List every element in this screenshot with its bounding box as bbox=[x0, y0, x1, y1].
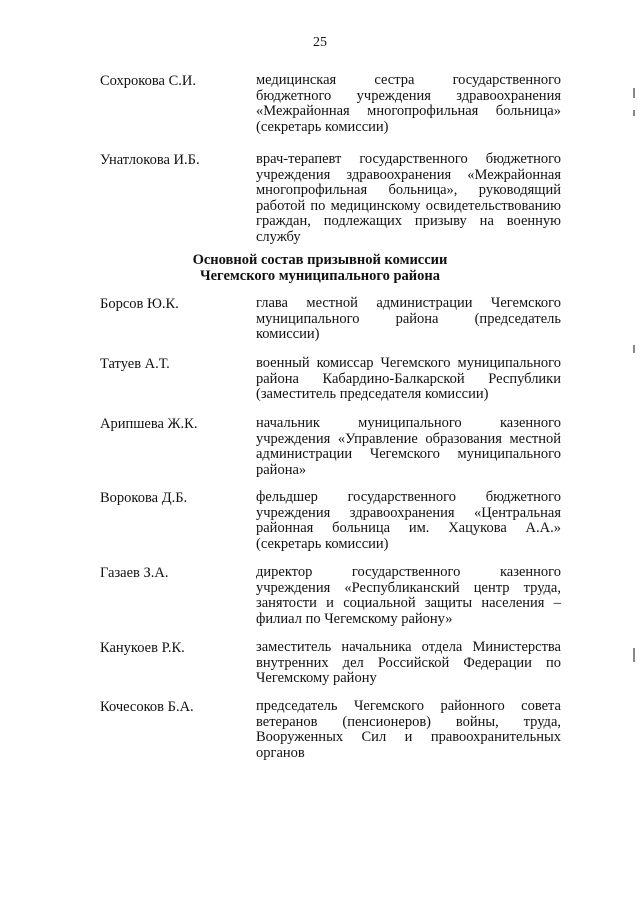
section-heading-line1: Основной состав призывной комиссии bbox=[192, 252, 448, 268]
scan-artifact bbox=[633, 648, 635, 662]
person-position: заместитель начальника отдела Министерства внутренних дел Российской Федерации по Чегемскому району bbox=[256, 639, 561, 687]
section-heading-line2: Чегемского муниципального района bbox=[199, 268, 441, 284]
person-position: глава местной администрации Чегемского муниципального района (председатель комиссии) bbox=[256, 295, 561, 343]
person-position: начальник муниципального казенного учреждения «Управление образования местной администрации Чегемского муниципального района» bbox=[256, 415, 561, 478]
scan-artifact bbox=[633, 345, 635, 353]
scan-artifact bbox=[633, 110, 635, 116]
person-position: фельдшер государственного бюджетного учреждения здравоохранения «Центральная районная больница им. Хацукова А.А.» (секретарь комиссии) bbox=[256, 489, 561, 552]
person-position: военный комиссар Чегемского муниципального района Кабардино-Балкарской Республики (заместитель председателя комиссии) bbox=[256, 355, 561, 403]
scan-artifact bbox=[633, 88, 635, 98]
person-position: врач-терапевт государственного бюджетного учреждения здравоохранения «Межрайонная многопрофильная больница», руководящий работой по медицинскому освидетельствованию граждан, подлежащих призыву на военную службу bbox=[256, 151, 561, 245]
person-position: медицинская сестра государственного бюджетного учреждения здравоохранения «Межрайонная многопрофильная больница» (секретарь комиссии) bbox=[256, 72, 561, 135]
person-name: Канукоев Р.К. bbox=[100, 640, 185, 656]
person-name: Унатлокова И.Б. bbox=[100, 152, 200, 168]
person-position: председатель Чегемского районного совета ветеранов (пенсионеров) войны, труда, Вооруженных Сил и правоохранительных органов bbox=[256, 698, 561, 761]
person-name: Кочесоков Б.А. bbox=[100, 699, 194, 715]
page-number: 25 bbox=[313, 35, 327, 50]
person-position: директор государственного казенного учреждения «Республиканский центр труда, занятости и социальной защиты населения – филиал по Чегемскому району» bbox=[256, 564, 561, 627]
person-name: Борсов Ю.К. bbox=[100, 296, 179, 312]
person-name: Ворокова Д.Б. bbox=[100, 490, 188, 506]
person-name: Газаев З.А. bbox=[100, 565, 169, 581]
person-name: Татуев А.Т. bbox=[100, 356, 170, 372]
person-name: Сохрокова С.И. bbox=[100, 73, 196, 89]
person-name: Арипшева Ж.К. bbox=[100, 416, 198, 432]
section-heading bbox=[0, 252, 640, 284]
